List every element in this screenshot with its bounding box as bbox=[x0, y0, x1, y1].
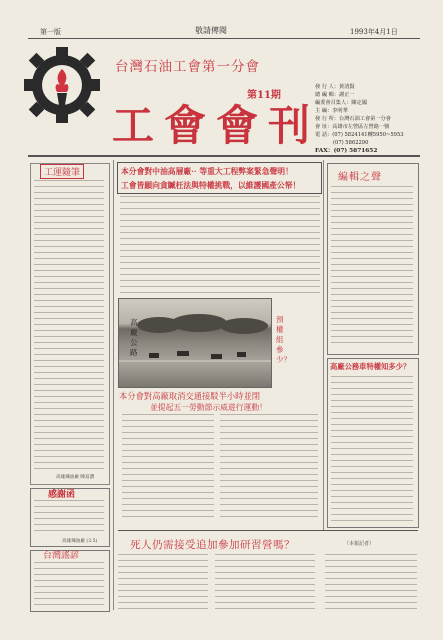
photo-caption-left: 高廠公路 bbox=[130, 318, 138, 357]
headline-statement-2: 工會皆願向貪贓枉法與特權挑戰，以維護國產公帑！ bbox=[121, 181, 301, 190]
info-line: (07) 5862290 bbox=[333, 140, 369, 146]
bottom-byline: （本報記者） bbox=[344, 541, 375, 547]
bottom-headline-rule bbox=[118, 530, 418, 531]
union-logo-icon bbox=[22, 45, 102, 125]
highway-photo bbox=[118, 298, 272, 388]
publication-info bbox=[315, 83, 425, 155]
info-line: 發 行 所：台灣石油工會第一分會 bbox=[315, 116, 391, 122]
bottom-headline: 死人仍需接受追加參加研習營嗎？ bbox=[130, 539, 295, 551]
proverbs-title: 台灣謠諺 bbox=[43, 551, 80, 561]
masthead-rule bbox=[28, 155, 420, 157]
essay-title: 工運隨筆 bbox=[40, 164, 84, 179]
car-privilege-title: 高廠公務車特權知多少？ bbox=[330, 362, 411, 371]
info-line: 發 行 人：黃清賢 bbox=[315, 84, 355, 90]
column-divider bbox=[323, 160, 324, 530]
shuttle-headline-1: 本分會對高廠取消交通接駁半小時並閉 bbox=[119, 391, 261, 401]
info-line: FAX：(07) 5871652 bbox=[315, 148, 378, 154]
bottom-text-1 bbox=[118, 554, 208, 612]
issue-date: 1993年4月1日 bbox=[350, 28, 398, 36]
info-line: 電 話：(07) 5824141轉5950~5953 bbox=[315, 132, 404, 138]
info-line: 主 編：李明華 bbox=[315, 108, 348, 114]
masthead-title: 工會會刊 bbox=[112, 101, 321, 150]
top-rule bbox=[28, 38, 420, 39]
thanks-sign: 高雄煉油廠 (3.5) bbox=[62, 539, 98, 544]
headline-statement-1: 本分會對中油高層廠·· 等重大工程弊案緊急聲明！ bbox=[121, 167, 293, 176]
info-line: 會 址：高雄市左營區左營路一號 bbox=[315, 124, 390, 130]
shuttle-text-right bbox=[220, 414, 318, 522]
thanks-title: 感謝函 bbox=[48, 490, 76, 500]
editor-voice-text bbox=[331, 186, 413, 348]
essay-text bbox=[34, 180, 104, 470]
thanks-text bbox=[34, 500, 104, 536]
statement-text bbox=[120, 196, 320, 296]
editor-voice-title: 編輯之聲 bbox=[338, 172, 382, 183]
proverbs-text bbox=[34, 562, 104, 606]
photo-caption-right: 預權組參少？ bbox=[276, 315, 291, 364]
bottom-text-2 bbox=[215, 554, 315, 612]
essay-author: 高雄煉油廠 陳富讚 bbox=[56, 475, 95, 480]
info-line: 總 編 輯：謝正一 bbox=[315, 92, 355, 98]
union-name: 台灣石油工會第一分會 bbox=[115, 59, 260, 75]
shuttle-text-left bbox=[122, 414, 214, 522]
bottom-text-3 bbox=[325, 554, 417, 612]
shuttle-headline-2: 並提起五一勞動節示威遊行運動！ bbox=[150, 403, 267, 412]
issue-number: 第11期 bbox=[247, 90, 281, 101]
info-line: 編委會召集人：陳定國 bbox=[315, 100, 367, 106]
circulation-tag: 敬請傳閱 bbox=[195, 26, 227, 35]
edition-label: 第一版 bbox=[40, 28, 61, 36]
car-privilege-text bbox=[331, 376, 413, 522]
column-divider bbox=[113, 160, 114, 610]
